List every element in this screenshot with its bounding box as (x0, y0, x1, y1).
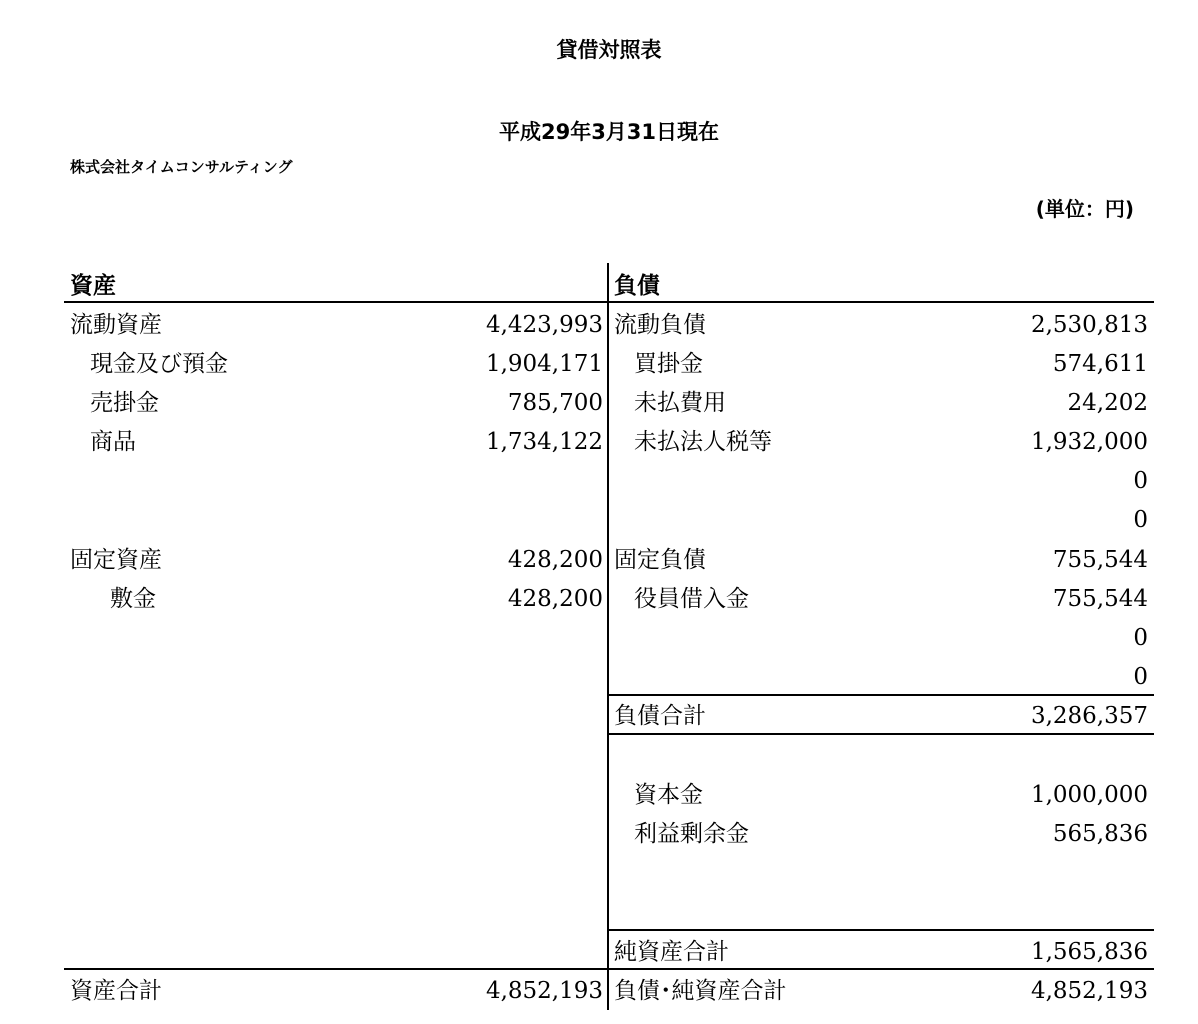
asset-row-cash (64, 345, 605, 384)
liability-amount: 1,932,000 (1030, 429, 1148, 455)
asset-row-current (64, 306, 605, 345)
asset-label: 資産合計 (70, 978, 162, 1004)
equity-total-top-line (609, 929, 1154, 931)
liability-row-fixed (610, 541, 1150, 580)
center-divider (607, 263, 609, 1010)
liability-amount: 755,544 (1052, 586, 1148, 612)
liability-row-blank (610, 501, 1150, 540)
liability-label: 未払費用 (634, 390, 726, 416)
liability-row-officer-loan (610, 580, 1150, 619)
liability-row-total (610, 697, 1150, 736)
liability-row-blank (610, 658, 1150, 697)
asset-row-deposit (64, 580, 605, 619)
asset-row-fixed (64, 541, 605, 580)
liability-row-payables (610, 345, 1150, 384)
asset-amount: 428,200 (507, 547, 603, 573)
liability-label: 買掛金 (634, 351, 703, 377)
report-date: 平成29年3月31日現在 (498, 120, 720, 144)
liability-label: 未払法人税等 (634, 429, 772, 455)
liability-label: 役員借入金 (634, 586, 749, 612)
equity-row-total (610, 933, 1150, 972)
equity-amount: 1,565,836 (1030, 939, 1148, 965)
liability-amount: 24,202 (1067, 390, 1148, 416)
asset-label: 現金及び預金 (90, 351, 228, 377)
liability-amount: 0 (1133, 507, 1148, 533)
liability-row-blank (610, 619, 1150, 658)
liabilities-heading: 負債 (614, 273, 660, 299)
liability-row-blank (610, 462, 1150, 501)
asset-row-total (64, 972, 605, 1011)
asset-amount: 785,700 (507, 390, 603, 416)
asset-row-merchandise (64, 423, 605, 462)
unit-label: (単位：円) (1035, 197, 1134, 221)
liability-label: 流動負債 (614, 312, 706, 338)
asset-label: 敷金 (110, 586, 156, 612)
asset-label: 固定資産 (70, 547, 162, 573)
liability-amount: 755,544 (1052, 547, 1148, 573)
equity-amount: 565,836 (1052, 821, 1148, 847)
liability-label: 負債合計 (614, 703, 706, 729)
asset-amount: 428,200 (507, 586, 603, 612)
header-divider (64, 301, 1154, 303)
asset-amount: 1,734,122 (485, 429, 603, 455)
page-title: 貸借対照表 (556, 38, 662, 62)
equity-label: 資本金 (634, 782, 703, 808)
asset-amount: 4,852,193 (485, 978, 603, 1004)
asset-row-receivables (64, 384, 605, 423)
liability-row-tax (610, 423, 1150, 462)
liability-amount: 2,530,813 (1030, 312, 1148, 338)
liability-amount: 574,611 (1052, 351, 1148, 377)
equity-row-retained (610, 815, 1150, 854)
assets-heading: 資産 (70, 273, 116, 299)
liability-amount: 0 (1133, 468, 1148, 494)
grand-total-row (610, 972, 1150, 1011)
asset-amount: 4,423,993 (485, 312, 603, 338)
equity-label: 利益剰余金 (634, 821, 749, 847)
liability-amount: 3,286,357 (1030, 703, 1148, 729)
asset-label: 売掛金 (90, 390, 159, 416)
equity-label: 純資産合計 (614, 939, 729, 965)
asset-label: 流動資産 (70, 312, 162, 338)
grand-total-label: 負債･純資産合計 (614, 978, 787, 1004)
asset-amount: 1,904,171 (485, 351, 603, 377)
equity-row-capital (610, 776, 1150, 815)
liability-amount: 0 (1133, 664, 1148, 690)
grand-total-amount: 4,852,193 (1030, 978, 1148, 1004)
liability-row-current (610, 306, 1150, 345)
asset-label: 商品 (90, 429, 136, 455)
liability-label: 固定負債 (614, 547, 706, 573)
liability-row-accrued (610, 384, 1150, 423)
liability-amount: 0 (1133, 625, 1148, 651)
company-name: 株式会社タイムコンサルティング (70, 158, 293, 176)
equity-amount: 1,000,000 (1030, 782, 1148, 808)
